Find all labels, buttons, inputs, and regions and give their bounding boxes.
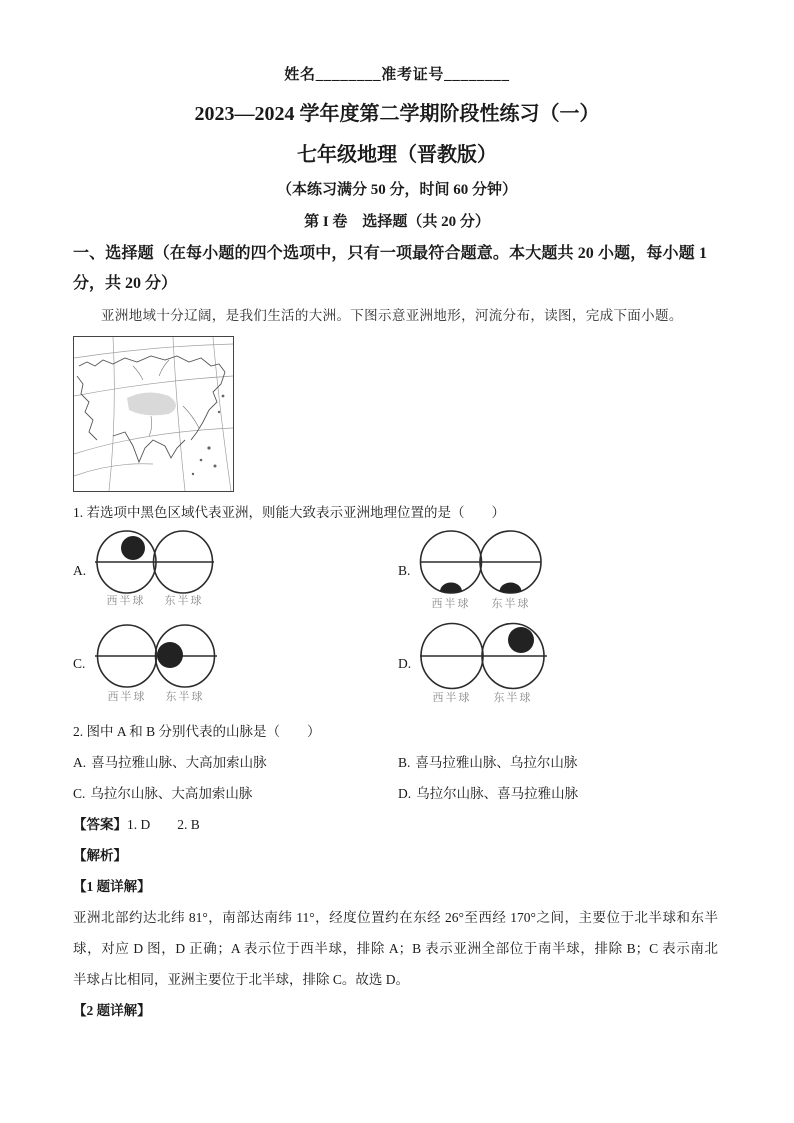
option-letter: B.	[398, 755, 411, 770]
question-2-option-d	[398, 784, 578, 804]
question-1-option-b-letter: B.	[398, 563, 411, 578]
question-1-option-c-letter: C.	[73, 656, 86, 671]
candidate-info-line: 姓名________准考证号________	[284, 67, 510, 83]
answer-label: 【答案】	[73, 817, 127, 832]
eastern-hemisphere-label: 东半球	[164, 594, 204, 607]
asia-region-marker	[157, 642, 183, 668]
question-2-detail-heading: 【2 题详解】	[73, 1003, 151, 1018]
question-1-option-d-letter: D.	[398, 656, 412, 671]
question-2-stem: 2. 图中 A 和 B 分别代表的山脉是（ ）	[73, 724, 321, 739]
section-heading: 第 I 卷 选择题（共 20 分）	[304, 214, 490, 230]
question-2-option-a	[73, 753, 267, 773]
explanation-line: 亚洲北部约达北纬 81°，南部达南纬 11°，经度位置约在东经 26°至西经 170°之间，主要位于北半球和东半	[73, 910, 718, 925]
eastern-hemisphere-label: 东半球	[491, 597, 531, 610]
option-letter: C.	[73, 786, 86, 801]
question-2-option-b	[398, 753, 577, 773]
question-1-detail-heading: 【1 题详解】	[73, 879, 151, 894]
western-hemisphere-label: 西半球	[106, 594, 146, 607]
option-letter: D.	[398, 786, 412, 801]
option-text: 喜马拉雅山脉、乌拉尔山脉	[415, 755, 578, 770]
exam-info: （本练习满分 50 分，时间 60 分钟）	[276, 182, 517, 198]
asia-region-marker	[508, 627, 534, 653]
option-text: 喜马拉雅山脉、大高加索山脉	[91, 755, 267, 770]
exam-title: 2023—2024 学年度第二学期阶段性练习（一）	[194, 103, 600, 125]
exam-subtitle: 七年级地理（晋教版）	[297, 144, 497, 166]
option-text: 乌拉尔山脉、喜马拉雅山脉	[416, 786, 579, 801]
instructions-line: 分，共 20 分）	[73, 275, 178, 292]
question-1-stem: 1. 若选项中黑色区域代表亚洲，则能大致表示亚洲地理位置的是（ ）	[73, 505, 505, 520]
western-hemisphere-label: 西半球	[432, 691, 472, 704]
western-hemisphere-label: 西半球	[431, 597, 471, 610]
asia-region-marker	[121, 536, 145, 560]
asia-region-marker	[500, 583, 522, 593]
western-hemisphere-label: 西半球	[107, 690, 147, 703]
asia-map-figure	[73, 336, 234, 492]
question-group-stem: 亚洲地域十分辽阔，是我们生活的大洲。下图示意亚洲地形，河流分布，读图，完成下面小题。	[101, 308, 683, 323]
option-c-hemisphere-diagram	[92, 622, 220, 706]
option-b-hemisphere-diagram	[416, 528, 548, 612]
option-letter: A.	[73, 755, 87, 770]
explanation-line: 半球占比相同，亚洲主要位于北半球，排除 C。故选 D。	[73, 972, 410, 987]
answer-text: 1. D 2. B	[127, 817, 200, 832]
eastern-hemisphere-label: 东半球	[493, 691, 533, 704]
option-d-hemisphere-diagram	[417, 620, 551, 708]
question-1-option-a-letter: A.	[73, 563, 87, 578]
explanation-line: 球，对应 D 图，D 正确；A 表示位于西半球，排除 A；B 表示亚洲全部位于南半球，排除 B；C 表示南北	[73, 941, 718, 956]
instructions-line: 一、选择题（在每小题的四个选项中，只有一项最符合题意。本大题共 20 小题，每小题 1	[73, 245, 707, 262]
analysis-label: 【解析】	[73, 848, 127, 863]
asia-region-marker	[440, 583, 462, 593]
eastern-hemisphere-label: 东半球	[165, 690, 205, 703]
map-plateau-region	[127, 392, 176, 415]
option-text: 乌拉尔山脉、大高加索山脉	[90, 786, 253, 801]
question-2-option-c	[73, 784, 252, 804]
option-a-hemisphere-diagram	[92, 528, 220, 612]
answer-line	[73, 815, 200, 835]
